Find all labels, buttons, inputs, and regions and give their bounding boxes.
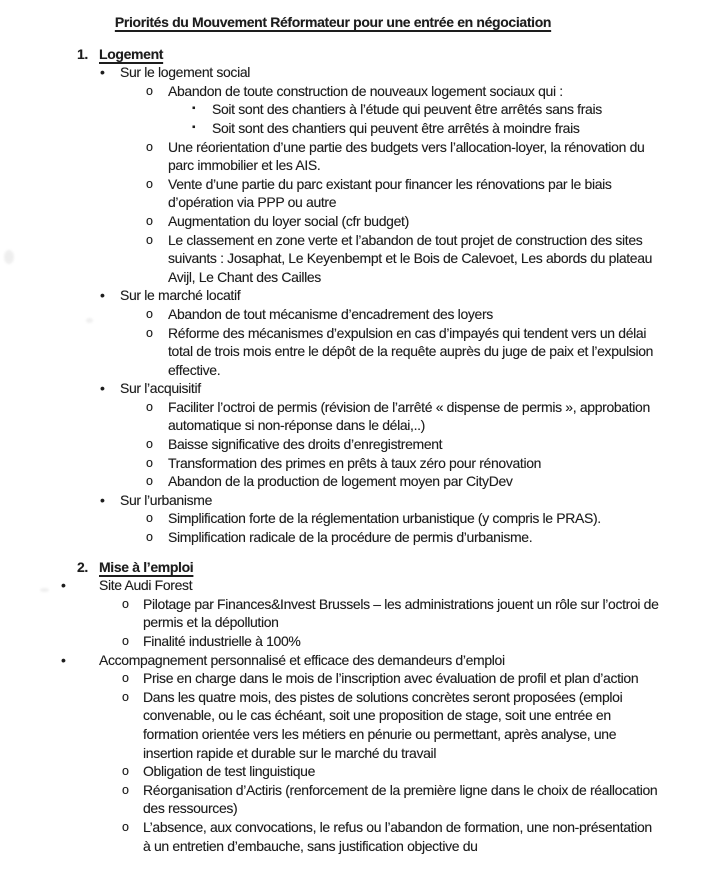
list-item-text: Sur le marché locatif (120, 287, 241, 304)
bullet-circle-icon: o (122, 819, 129, 834)
section-heading-row (0, 45, 718, 64)
list-item (0, 528, 718, 547)
list-item (0, 688, 718, 762)
bullet-circle-icon: o (146, 83, 153, 98)
list-item (0, 632, 718, 651)
section-number: 1. (77, 45, 88, 62)
bullet-disc-icon: • (61, 577, 66, 594)
bullet-circle-icon: o (122, 689, 129, 704)
bullet-circle-icon: o (146, 325, 153, 340)
document-title-text: Priorités du Mouvement Réformateur pour une entrée en négociation (114, 14, 552, 30)
bullet-circle-icon: o (122, 596, 129, 611)
list-item-text: Sur l’acquisitif (120, 380, 201, 397)
list-item (0, 435, 718, 454)
list-item-text: Réorganisation d’Actiris (renforcement de la première ligne dans le choix de réallocation des ressources) (143, 781, 658, 817)
list-item (0, 379, 718, 398)
list-item-text: Soit sont des chantiers à l’étude qui peuvent être arrêtés sans frais (212, 101, 602, 118)
list-item (0, 324, 718, 380)
bullet-circle-icon: o (146, 213, 153, 228)
list-item (0, 100, 718, 119)
bullet-circle-icon: o (122, 634, 129, 648)
bullet-circle-icon: o (146, 474, 153, 489)
list-item-text: Augmentation du loyer social (cfr budget) (168, 212, 409, 229)
list-item (0, 781, 718, 818)
list-item (0, 491, 718, 510)
list-item (0, 82, 718, 101)
list-item (0, 398, 718, 435)
bullet-circle-icon: o (122, 782, 129, 797)
section-heading: Mise à l’emploi (99, 558, 194, 575)
bullet-disc-icon: • (100, 491, 105, 508)
list-item-text: Dans les quatre mois, des pistes de solutions concrètes seront proposées (emploi convenable, ou le cas échéant, soit une proposition de stage, soit une entrée en formation orientée vers les métiers en pénurie ou permettant, après analyse, une insertion rapide et durable sur le marché du travail (143, 688, 623, 761)
list-item-text: Prise en charge dans le mois de l’inscription avec évaluation de profil et plan d’action (143, 670, 639, 687)
list-item (0, 119, 718, 138)
bullet-circle-icon: o (146, 176, 153, 191)
bullet-circle-icon: o (146, 306, 153, 321)
bullet-disc-icon: • (100, 380, 105, 397)
section-1 (0, 45, 718, 547)
list-item (0, 138, 718, 175)
scan-smudge (86, 318, 93, 323)
list-item-text: L’absence, aux convocations, le refus ou l’abandon de formation, une non-présentation à un entretien d’embauche, sans justification objective du (143, 818, 652, 854)
section-heading: Logement (99, 45, 164, 62)
bullet-square-icon: ▪ (192, 121, 196, 133)
list-item (0, 454, 718, 473)
bullet-circle-icon: o (146, 399, 153, 414)
scan-smudge (40, 588, 49, 592)
bullet-circle-icon: o (146, 437, 153, 452)
document-title (0, 13, 718, 32)
list-item (0, 286, 718, 305)
list-item (0, 472, 718, 491)
bullet-circle-icon: o (146, 530, 153, 545)
list-item (0, 212, 718, 231)
list-item (0, 576, 718, 595)
list-item-text: Simplification forte de la réglementation urbanistique (y compris le PRAS). (168, 510, 601, 527)
bullet-circle-icon: o (146, 511, 153, 526)
list-item (0, 818, 718, 855)
list-item (0, 651, 718, 670)
list-item-text: Baisse significative des droits d’enregistrement (168, 436, 443, 453)
section-number: 2. (77, 558, 88, 575)
list-item-text: Sur l’urbanisme (120, 491, 213, 508)
list-item-text: Une réorientation d’une partie des budgets vers l’allocation-loyer, la rénovation du parc immobilier et les AIS. (168, 138, 645, 174)
list-item-text: Site Audi Forest (99, 577, 193, 594)
section-2 (0, 558, 718, 856)
list-item-text: Soit sont des chantiers qui peuvent être arrêtés à moindre frais (212, 119, 580, 136)
list-item-text: Obligation de test linguistique (143, 763, 316, 780)
list-item (0, 669, 718, 688)
document-body (0, 45, 718, 856)
bullet-circle-icon: o (122, 671, 129, 686)
bullet-disc-icon: • (100, 287, 105, 304)
list-item-text: Pilotage par Finances&Invest Brussels – les administrations jouent un rôle sur l’octroi de permis et la dépollution (143, 595, 659, 631)
list-item-text: Accompagnement personnalisé et efficace des demandeurs d’emploi (99, 651, 505, 668)
list-item-text: Simplification radicale de la procédure de permis d’urbanisme. (168, 529, 533, 546)
section-heading-row (0, 558, 718, 577)
list-item-text: Abandon de tout mécanisme d’encadrement des loyers (168, 305, 493, 322)
scan-smudge (4, 250, 14, 264)
list-item-text: Abandon de toute construction de nouveaux logement sociaux qui : (168, 82, 563, 99)
list-item-text: Abandon de la production de logement moyen par CityDev (168, 473, 513, 490)
list-item (0, 63, 718, 82)
list-item-text: Vente d’une partie du parc existant pour financer les rénovations par le biais d’opération via PPP ou autre (168, 175, 612, 211)
bullet-circle-icon: o (146, 232, 153, 247)
bullet-circle-icon: o (122, 764, 129, 779)
list-item-text: Sur le logement social (120, 64, 251, 81)
bullet-disc-icon: • (100, 64, 105, 81)
bullet-square-icon: ▪ (192, 103, 196, 115)
bullet-circle-icon: o (146, 139, 153, 154)
bullet-disc-icon: • (61, 651, 66, 668)
list-item-text: Réforme des mécanismes d’expulsion en cas d’impayés qui tendent vers un délai total de trois mois entre le dépôt de la requête auprès du juge de paix et l’expulsion effective. (168, 324, 654, 378)
list-item-text: Faciliter l’octroi de permis (révision de l’arrêté « dispense de permis », approbation automatique si non-réponse dans le délai,..) (168, 398, 650, 434)
list-item (0, 595, 718, 632)
list-item (0, 231, 718, 287)
list-item (0, 175, 718, 212)
list-item-text: Le classement en zone verte et l’abandon de tout projet de construction des sites suivants : Josaphat, Le Keyenbempt et le Bois de Calevoet, Les abords du plateau Avijl, Le Chant des Cailles (168, 231, 653, 285)
list-item-text: Transformation des primes en prêts à taux zéro pour rénovation (168, 454, 542, 471)
list-item (0, 509, 718, 528)
list-item (0, 305, 718, 324)
bullet-circle-icon: o (146, 455, 153, 470)
list-item-text: Finalité industrielle à 100% (143, 633, 301, 649)
list-item (0, 762, 718, 781)
